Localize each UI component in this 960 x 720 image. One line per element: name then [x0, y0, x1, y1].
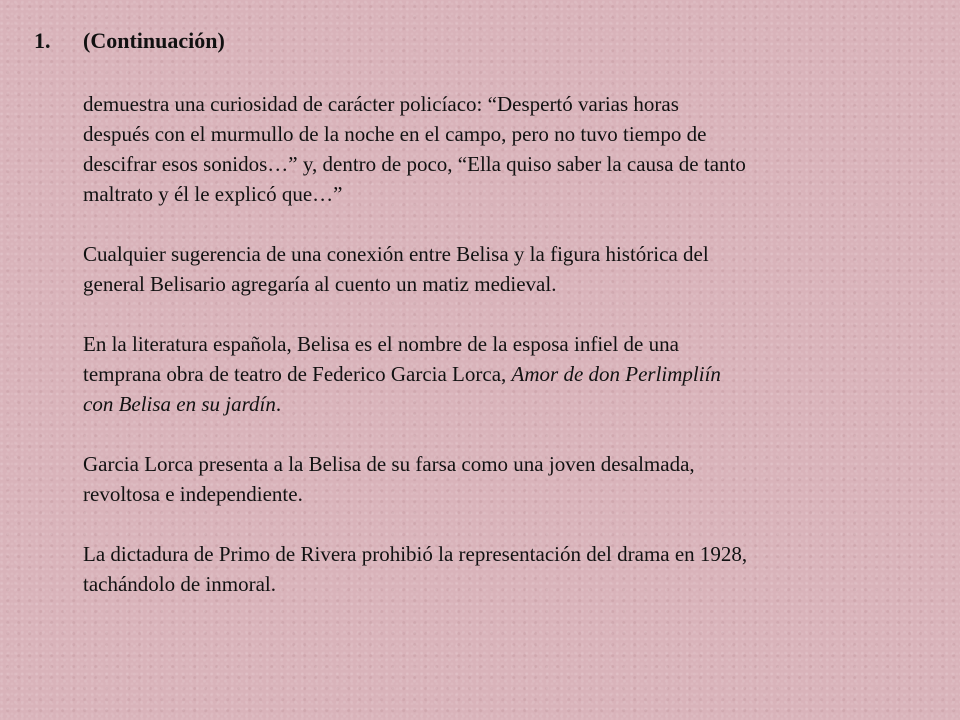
work-title: Amor de don Perlimpliín [511, 362, 721, 386]
paragraph-belisario [83, 239, 943, 299]
list-number: 1. [34, 28, 51, 53]
text-line: temprana obra de teatro de Federico Garcia Lorca, [83, 362, 512, 386]
text-line: Garcia Lorca presenta a la Belisa de su farsa como una joven desalmada, [83, 452, 695, 476]
text-line: descifrar esos sonidos…” y, dentro de poco, “Ella quiso saber la causa de tanto [83, 152, 746, 176]
paragraph-literatura [83, 329, 943, 419]
text-line: En la literatura española, Belisa es el nombre de la esposa infiel de una [83, 332, 679, 356]
text-line: maltrato y él le explicó que…” [83, 182, 343, 206]
paragraph-farsa [83, 449, 943, 509]
text-line: general Belisario agregaría al cuento un matiz medieval. [83, 272, 557, 296]
slide-heading [34, 26, 225, 56]
paragraph-dictadura [83, 539, 943, 599]
text-line: después con el murmullo de la noche en el campo, pero no tuvo tiempo de [83, 122, 707, 146]
paragraph-quote [83, 89, 943, 209]
text-line: revoltosa e independiente. [83, 482, 303, 506]
heading-title: (Continuación) [83, 28, 225, 53]
text-line: . [275, 392, 282, 416]
work-title-continued: con Belisa en su jardín [83, 392, 276, 416]
text-line: demuestra una curiosidad de carácter policíaco: “Despertó varias horas [83, 92, 679, 116]
text-line: tachándolo de inmoral. [83, 572, 277, 596]
text-line: Cualquier sugerencia de una conexión entre Belisa y la figura histórica del [83, 242, 709, 266]
text-line: La dictadura de Primo de Rivera prohibió la representación del drama en 1928, [83, 542, 748, 566]
body-text [83, 89, 943, 599]
